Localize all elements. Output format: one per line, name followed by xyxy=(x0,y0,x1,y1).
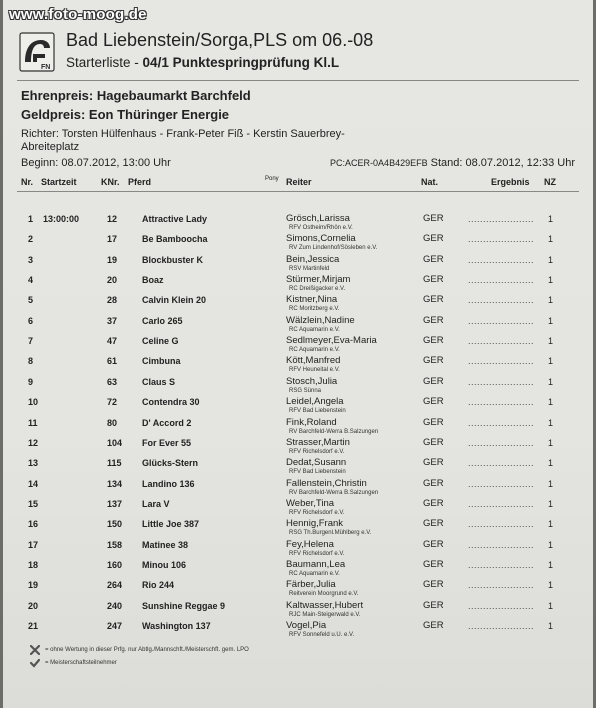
table-row xyxy=(3,580,593,600)
legend-champion: = Meisterschaftsteilnehmer xyxy=(45,660,117,666)
table-row xyxy=(3,479,593,499)
cell-club: RFV Richelsdorf e.V. xyxy=(289,448,345,455)
cell-horse: Contendra 30 xyxy=(142,397,200,408)
cell-horse: Sunshine Reggae 9 xyxy=(142,600,226,611)
header-divider xyxy=(17,80,579,81)
table-row xyxy=(3,540,593,560)
cell-nz: 1 xyxy=(548,295,554,306)
cell-ergebnis: ...................... xyxy=(468,397,535,408)
cell-nr: 19 xyxy=(28,580,39,591)
table-row xyxy=(3,458,593,478)
cell-nat: GER xyxy=(423,416,444,428)
cell-horse: Carlo 265 xyxy=(142,315,183,326)
cell-nr: 13 xyxy=(28,458,39,469)
table-row xyxy=(3,295,593,315)
cell-nz: 1 xyxy=(548,600,554,611)
cell-horse: Little Joe 387 xyxy=(142,519,200,530)
cell-horse: Lara V xyxy=(142,498,170,509)
cell-horse: Blockbuster K xyxy=(142,254,204,265)
cell-ergebnis: ...................... xyxy=(468,275,535,286)
cell-horse: Landino 136 xyxy=(142,478,195,489)
print-stand xyxy=(330,157,575,169)
cell-nr: 3 xyxy=(28,254,34,265)
cell-nz: 1 xyxy=(548,417,554,428)
table-row xyxy=(3,377,593,397)
cell-ergebnis: ...................... xyxy=(468,519,535,530)
cell-horse: Washington 137 xyxy=(142,621,211,631)
cell-knr: 61 xyxy=(107,356,118,367)
cell-nat: GER xyxy=(423,213,444,224)
cell-rider: Strasser,Martin xyxy=(286,436,350,448)
cell-club: RFV Heuneital e.V. xyxy=(289,367,340,374)
cell-nz: 1 xyxy=(548,621,554,631)
col-reiter: Reiter xyxy=(286,177,312,187)
cell-nr: 9 xyxy=(28,376,34,387)
cell-ergebnis: ...................... xyxy=(468,417,535,428)
cell-knr: 264 xyxy=(107,580,123,591)
cell-nz: 1 xyxy=(548,275,554,286)
cell-club: RSG Sünna xyxy=(289,387,322,394)
cell-ergebnis: ...................... xyxy=(468,600,535,611)
cell-ergebnis: ...................... xyxy=(468,621,535,631)
cell-nr: 1 xyxy=(28,214,34,224)
cell-ergebnis: ...................... xyxy=(468,295,535,306)
cell-nat: GER xyxy=(423,294,444,306)
cell-nat: GER xyxy=(423,477,444,489)
table-row xyxy=(3,499,593,519)
cell-ergebnis: ...................... xyxy=(468,539,535,550)
judges: Richter: Torsten Hülfenhaus - Frank-Peter Fiß - Kerstin Sauerbrey-Abreiteplatz xyxy=(21,128,345,153)
cell-club: RFV Bad Liebenstein xyxy=(289,408,346,415)
cell-nat: GER xyxy=(423,620,444,631)
cell-ergebnis: ...................... xyxy=(468,498,535,509)
cell-knr: 160 xyxy=(107,559,123,570)
cell-rider: Dedat,Susann xyxy=(286,457,347,469)
table-row xyxy=(3,255,593,275)
col-knr: KNr. xyxy=(101,177,120,187)
table-row xyxy=(3,438,593,458)
cross-icon xyxy=(30,645,40,655)
table-row xyxy=(3,621,593,641)
cell-horse: Claus S xyxy=(142,376,176,387)
cell-rider: Vogel,Pia xyxy=(286,620,327,631)
cell-rider: Simons,Cornelia xyxy=(286,233,356,245)
cell-club: RFV Ostheim/Rhön e.V. xyxy=(289,225,353,231)
cell-nz: 1 xyxy=(548,254,554,265)
start-list-sheet xyxy=(3,0,593,708)
cell-club: RFV Sonnefeld u.U. e.V. xyxy=(289,632,355,638)
cell-rider: Baumann,Lea xyxy=(286,558,346,570)
cell-horse: Boaz xyxy=(142,275,164,286)
cell-rider: Kistner,Nina xyxy=(286,294,338,306)
table-row xyxy=(3,275,593,295)
cell-nz: 1 xyxy=(548,539,554,550)
col-nr: Nr. xyxy=(21,177,34,187)
cell-horse: Celine G xyxy=(142,336,179,347)
check-icon xyxy=(30,658,40,668)
cell-nr: 8 xyxy=(28,356,34,367)
table-row xyxy=(3,214,593,234)
col-pony: Pony xyxy=(265,176,279,182)
table-row xyxy=(3,316,593,336)
cell-nr: 11 xyxy=(28,417,38,428)
cell-nat: GER xyxy=(423,233,444,245)
cell-nat: GER xyxy=(423,457,444,469)
cell-rider: Stosch,Julia xyxy=(286,375,338,387)
cell-nat: GER xyxy=(423,396,444,408)
cell-horse: Minou 106 xyxy=(142,559,187,570)
cell-nz: 1 xyxy=(548,458,554,469)
stand-date: Stand: 08.07.2012, 12:33 Uhr xyxy=(430,157,575,169)
cell-knr: 137 xyxy=(107,498,123,509)
cell-club: RC Moritzberg e.V. xyxy=(289,306,340,313)
cell-ergebnis: ...................... xyxy=(468,356,535,367)
legend-no-score: = ohne Wertung in dieser Prfg. nur Abtlg./Mannschft./Meisterschft. gem. LPO xyxy=(45,647,249,653)
geldpreis: Geldpreis: Eon Thüringer Energie xyxy=(21,107,230,122)
col-nz: NZ xyxy=(544,177,556,187)
cell-nz: 1 xyxy=(548,214,554,224)
table-row xyxy=(3,356,593,376)
cell-nz: 1 xyxy=(548,336,554,347)
cell-ergebnis: ...................... xyxy=(468,458,535,469)
cell-horse: Be Bamboocha xyxy=(142,234,208,245)
cell-nr: 15 xyxy=(28,498,39,509)
cell-nat: GER xyxy=(423,497,444,509)
cell-nat: GER xyxy=(423,538,444,550)
cell-club: RV Barchfeld-Werra B.Salzungen xyxy=(289,489,379,496)
cell-nr: 17 xyxy=(28,539,39,550)
cell-nat: GER xyxy=(423,375,444,387)
cell-horse: Rio 244 xyxy=(142,580,175,591)
cell-nr: 16 xyxy=(28,519,39,530)
watermark: www.foto-moog.de xyxy=(9,6,147,23)
cell-nat: GER xyxy=(423,579,444,591)
cell-nz: 1 xyxy=(548,437,554,448)
cell-knr: 104 xyxy=(107,437,123,448)
cell-nat: GER xyxy=(423,518,444,530)
cell-nr: 7 xyxy=(28,336,34,347)
cell-horse: Attractive Lady xyxy=(142,214,208,224)
cell-horse: Glücks-Stern xyxy=(142,458,199,469)
cell-nr: 4 xyxy=(28,275,34,286)
begin-time: Beginn: 08.07.2012, 13:00 Uhr xyxy=(21,157,171,169)
cell-nr: 5 xyxy=(28,295,34,306)
cell-club: RC Dreißigacker e.V. xyxy=(289,286,346,293)
cell-nat: GER xyxy=(423,436,444,448)
cell-ergebnis: ...................... xyxy=(468,376,535,387)
cell-rider: Sedlmeyer,Eva-Maria xyxy=(286,335,377,347)
cell-ergebnis: ...................... xyxy=(468,234,535,245)
cell-ergebnis: ...................... xyxy=(468,214,535,224)
table-row xyxy=(3,234,593,254)
col-ergebnis: Ergebnis xyxy=(491,177,530,187)
cell-knr: 12 xyxy=(107,214,118,224)
col-pferd: Pferd xyxy=(128,177,152,187)
cell-horse: Cimbuna xyxy=(142,356,181,367)
cell-nr: 12 xyxy=(28,437,39,448)
cell-rider: Hennig,Frank xyxy=(286,518,344,530)
cell-nat: GER xyxy=(423,355,444,367)
cell-nr: 20 xyxy=(28,600,39,611)
cell-rider: Fey,Helena xyxy=(286,538,334,550)
cell-rider: Wälzlein,Nadine xyxy=(286,314,355,326)
cell-nat: GER xyxy=(423,558,444,570)
cell-knr: 72 xyxy=(107,397,118,408)
cell-nat: GER xyxy=(423,314,444,326)
table-header-divider xyxy=(17,191,579,192)
cell-ergebnis: ...................... xyxy=(468,254,535,265)
cell-ergebnis: ...................... xyxy=(468,478,535,489)
cell-ergebnis: ...................... xyxy=(468,315,535,326)
cell-nz: 1 xyxy=(548,315,554,326)
table-row xyxy=(3,560,593,580)
cell-nat: GER xyxy=(423,335,444,347)
table-row xyxy=(3,397,593,417)
cell-nz: 1 xyxy=(548,580,554,591)
cell-knr: 134 xyxy=(107,478,123,489)
cell-nr: 18 xyxy=(28,559,39,570)
col-nat: Nat. xyxy=(421,177,439,187)
col-startzeit: Startzeit xyxy=(41,177,77,187)
cell-knr: 247 xyxy=(107,621,123,631)
pc-id: PC:ACER-0A4B429EFB xyxy=(330,158,428,168)
cell-nat: GER xyxy=(423,274,444,286)
table-row xyxy=(3,336,593,356)
cell-club: RJC Main-Steigerwald e.V. xyxy=(289,611,361,618)
cell-knr: 63 xyxy=(107,376,118,387)
cell-nz: 1 xyxy=(548,559,554,570)
cell-knr: 20 xyxy=(107,275,118,286)
cell-club: RC Aquamarin e.V. xyxy=(289,570,340,577)
cell-nr: 10 xyxy=(28,397,39,408)
cell-club: RFV Richelsdorf e.V. xyxy=(289,509,345,516)
competition-name: 04/1 Punktespringprüfung Kl.L xyxy=(142,55,340,70)
cell-rider: Stürmer,Mirjam xyxy=(286,274,351,286)
cell-ergebnis: ...................... xyxy=(468,437,535,448)
cell-club: RV Barchfeld-Werra B.Salzungen xyxy=(289,428,379,435)
cell-nat: GER xyxy=(423,253,444,265)
svg-text:FN: FN xyxy=(41,64,51,71)
cell-club: RFV Bad Liebenstein xyxy=(289,469,346,476)
cell-knr: 115 xyxy=(107,458,122,469)
cell-nr: 14 xyxy=(28,478,39,489)
cell-knr: 158 xyxy=(107,539,123,550)
cell-club: RSG Th.Burgenl.Mühlberg e.V. xyxy=(289,530,372,537)
page-subtitle xyxy=(66,55,339,70)
cell-knr: 80 xyxy=(107,417,118,428)
table-row xyxy=(3,418,593,438)
cell-club: RC Aquamarin e.V. xyxy=(289,347,340,354)
cell-nz: 1 xyxy=(548,376,554,387)
cell-nr: 6 xyxy=(28,315,34,326)
table-row xyxy=(3,519,593,539)
cell-horse: For Ever 55 xyxy=(142,437,192,448)
cell-nr: 2 xyxy=(28,234,34,245)
cell-rider: Weber,Tina xyxy=(286,497,335,509)
page-title: Bad Liebenstein/Sorga,PLS om 06.-08 xyxy=(66,30,374,50)
cell-knr: 19 xyxy=(107,254,118,265)
cell-knr: 37 xyxy=(107,315,118,326)
ehrenpreis: Ehrenpreis: Hagebaumarkt Barchfeld xyxy=(21,88,251,103)
subtitle-prefix: Starterliste - xyxy=(66,55,139,70)
cell-rider: Kött,Manfred xyxy=(286,355,341,367)
cell-nz: 1 xyxy=(548,397,554,408)
cell-rider: Grösch,Larissa xyxy=(286,213,350,224)
cell-club: RFV Richelsdorf e.V. xyxy=(289,550,345,557)
cell-nz: 1 xyxy=(548,234,554,245)
cell-rider: Färber,Julia xyxy=(286,579,336,591)
fn-logo-icon xyxy=(19,32,55,72)
cell-horse: Calvin Klein 20 xyxy=(142,295,207,306)
cell-knr: 150 xyxy=(107,519,123,530)
cell-nz: 1 xyxy=(548,519,554,530)
cell-rider: Kaltwasser,Hubert xyxy=(286,599,364,611)
cell-rider: Fink,Roland xyxy=(286,416,337,428)
cell-knr: 240 xyxy=(107,600,123,611)
cell-club: RV Zum Lindenhof/Sösleben e.V. xyxy=(289,245,378,252)
table-row xyxy=(3,601,593,621)
cell-rider: Fallenstein,Christin xyxy=(286,477,367,489)
cell-nr: 21 xyxy=(28,621,39,631)
cell-horse: Matinee 38 xyxy=(142,539,189,550)
cell-rider: Bein,Jessica xyxy=(286,253,340,265)
cell-nz: 1 xyxy=(548,478,554,489)
cell-club: RSV Martinfeld xyxy=(289,265,330,272)
cell-ergebnis: ...................... xyxy=(468,336,535,347)
cell-nat: GER xyxy=(423,599,444,611)
cell-club: RC Aquamarin e.V. xyxy=(289,326,340,333)
cell-ergebnis: ...................... xyxy=(468,559,535,570)
cell-ergebnis: ...................... xyxy=(468,580,535,591)
cell-horse: D' Accord 2 xyxy=(142,417,192,428)
cell-nz: 1 xyxy=(548,498,554,509)
cell-rider: Leidel,Angela xyxy=(286,396,344,408)
cell-knr: 28 xyxy=(107,295,118,306)
cell-club: Reitverein Moorgrund e.V. xyxy=(289,591,359,598)
cell-knr: 47 xyxy=(107,336,118,347)
cell-knr: 17 xyxy=(107,234,118,245)
cell-startzeit: 13:00:00 xyxy=(43,214,80,224)
cell-nz: 1 xyxy=(548,356,554,367)
